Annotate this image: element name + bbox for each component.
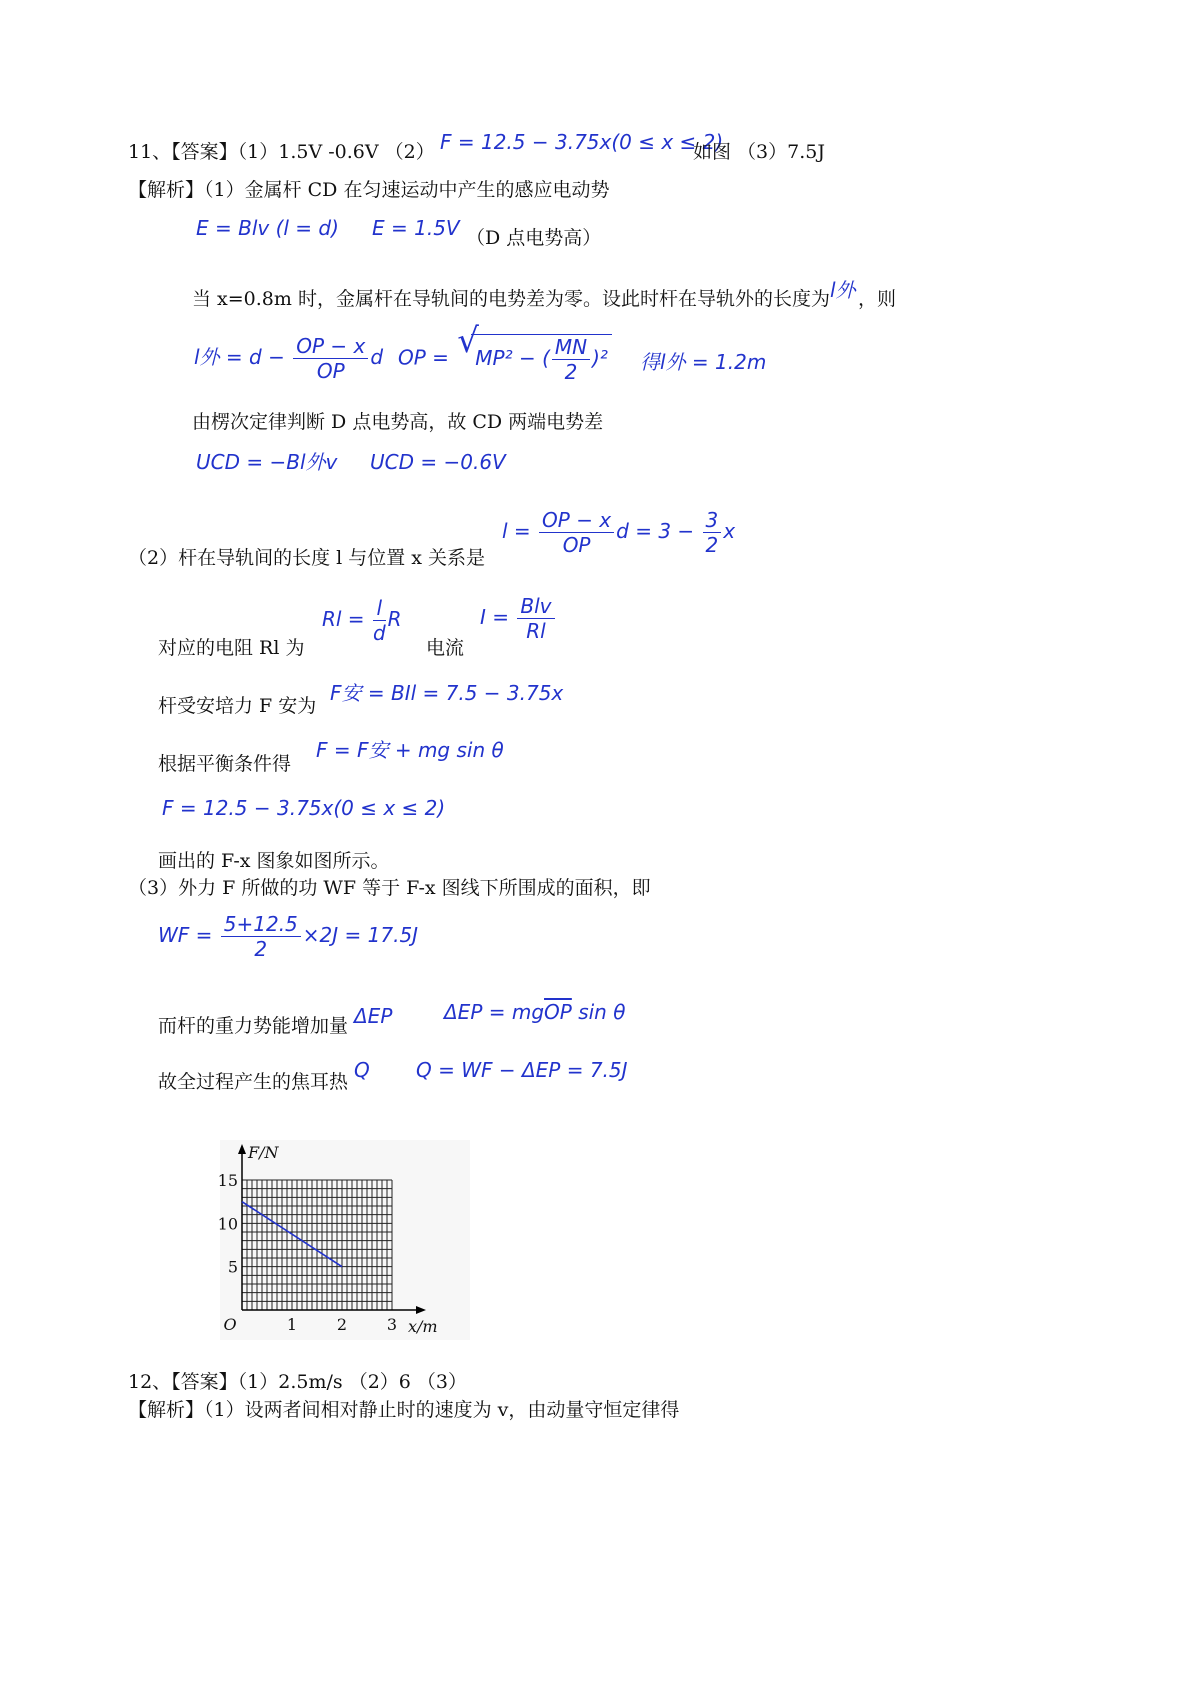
y-tick-label: 10 bbox=[217, 1214, 238, 1234]
q12-heading: 12、【答案】（1）2.5m/s （2）6 （3） bbox=[128, 1371, 467, 1393]
q11-heading-prefix: 11、【答案】（1）1.5V -0.6V （2） bbox=[128, 141, 435, 163]
eq-op: OP = √ MP² − ( $\frac{MN}{2}$ )² bbox=[398, 334, 612, 384]
y-tick-label: 5 bbox=[227, 1257, 238, 1277]
eq-ucd: UCD = −Bl外v bbox=[196, 450, 338, 474]
text-x08: 当 x=0.8m 时，金属杆在导轨间的电势差为零。设此时杆在导轨外的长度为 bbox=[192, 288, 830, 310]
eq-get: 得l外 = 1.2m bbox=[640, 350, 767, 374]
text-x08-end: ，则 bbox=[858, 288, 897, 310]
eq-wf: WF = $\frac{5+12.5}{2}$ ×2J = 17.5J bbox=[158, 912, 419, 961]
text-balance: 根据平衡条件得 bbox=[158, 753, 292, 775]
text-x08-symbol: l外 bbox=[830, 278, 856, 302]
text-joule: 故全过程产生的焦耳热 bbox=[158, 1071, 349, 1093]
text-lenz: 由楞次定律判断 D 点电势高，故 CD 两端电势差 bbox=[192, 411, 604, 433]
eq-emf: E = Blv (l = d) bbox=[196, 216, 339, 240]
note-d-high: （D 点电势高） bbox=[466, 227, 602, 249]
x-tick-label: 2 bbox=[336, 1315, 348, 1334]
q11-heading-formula: F = 12.5 − 3.75x(0 ≤ x ≤ 2) bbox=[440, 130, 724, 154]
y-tick-label: 15 bbox=[217, 1171, 238, 1190]
fx-chart bbox=[217, 1140, 470, 1340]
origin-label: O bbox=[223, 1315, 237, 1334]
eq-l: l = $\frac{OP - x}{OP}$ d = 3 − $\frac{3}{2}$ x bbox=[502, 508, 736, 557]
q12-analysis: 【解析】（1）设两者间相对静止时的速度为 v，由动量守恒定律得 bbox=[128, 1399, 680, 1421]
eq-dep-symbol: ΔEP bbox=[354, 1004, 393, 1028]
text-part2: （2）杆在导轨间的长度 l 与位置 x 关系是 bbox=[128, 547, 486, 569]
eq-balance: F = F安 + mg sin θ bbox=[316, 738, 504, 762]
eq-emf-value: E = 1.5V bbox=[372, 216, 460, 240]
q11-analysis-label: 【解析】（1）金属杆 CD 在匀速运动中产生的感应电动势 bbox=[128, 179, 610, 201]
text-ampere: 杆受安培力 F 安为 bbox=[158, 695, 317, 717]
text-gravity: 而杆的重力势能增加量 bbox=[158, 1015, 349, 1037]
eq-fan: F安 = BIl = 7.5 − 3.75x bbox=[330, 681, 564, 705]
y-axis-label: F/N bbox=[248, 1143, 279, 1162]
q11-heading-suffix: 如图 （3）7.5J bbox=[693, 141, 825, 163]
x-axis-label: x/m bbox=[408, 1317, 438, 1336]
text-current: 电流 bbox=[426, 637, 465, 659]
eq-dep: $\Delta EP = mg\overline{OP}$ sin θ bbox=[444, 1000, 626, 1024]
eq-ucd-value: UCD = −0.6V bbox=[370, 450, 506, 474]
text-part3: （3）外力 F 所做的功 WF 等于 F-x 图线下所围成的面积，即 bbox=[128, 877, 651, 899]
eq-q-symbol: Q bbox=[354, 1058, 370, 1082]
eq-result: F = 12.5 − 3.75x(0 ≤ x ≤ 2) bbox=[162, 796, 446, 820]
eq-q: Q = WF − ΔEP = 7.5J bbox=[416, 1058, 628, 1082]
eq-i: I = $\frac{\text{Blv}}{Rl}$ bbox=[480, 594, 557, 643]
text-resist: 对应的电阻 Rl 为 bbox=[158, 637, 305, 659]
x-tick-label: 1 bbox=[286, 1315, 298, 1334]
x-tick-label: 3 bbox=[386, 1315, 398, 1334]
eq-rl: Rl = $\frac{l}{d}$ R bbox=[322, 596, 402, 645]
text-drawn: 画出的 F-x 图象如图所示。 bbox=[158, 850, 390, 872]
eq-lout: l外 = d − $\frac{OP - x}{OP}$ d bbox=[194, 334, 384, 383]
